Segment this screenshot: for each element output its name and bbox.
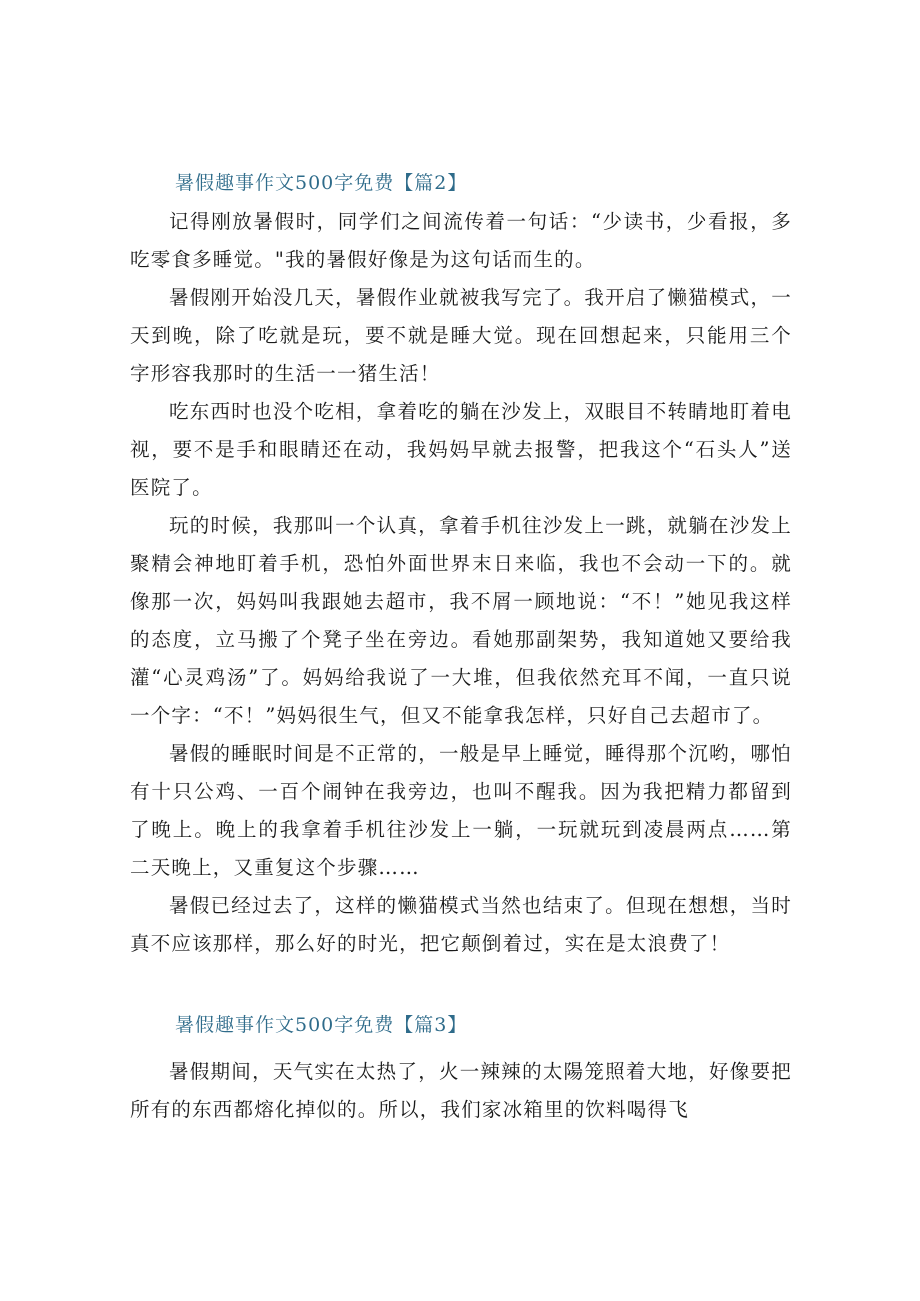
- section-2-paragraph-6: 暑假已经过去了，这样的懒猫模式当然也结束了。但现在想想，当时真不应该那样，那么好的时光，把它颠倒着过，实在是太浪费了！: [130, 894, 792, 955]
- section-3-heading: 暑假趣事作文500字免费【篇3】: [175, 1014, 468, 1036]
- section-2-paragraph-2: 暑假刚开始没几天，暑假作业就被我写完了。我开启了懒猫模式，一天到晚，除了吃就是玩，要不就是睡大觉。现在回想起来，只能用三个字形容我那时的生活一一猪生活！: [130, 286, 792, 385]
- section-2-heading: 暑假趣事作文500字免费【篇2】: [175, 172, 468, 194]
- section-2-paragraph-5: 暑假的睡眠时间是不正常的，一般是早上睡觉，睡得那个沉哟，哪怕有十只公鸡、一百个闹钟在我旁边，也叫不醒我。因为我把精力都留到了晚上。晚上的我拿着手机往沙发上一躺，一玩就玩到凌晨两点……第二天晚上，又重复这个步骤……: [130, 742, 792, 879]
- section-2-paragraph-1: 记得刚放暑假时，同学们之间流传着一句话：“少读书，少看报，多吃零食多睡觉。"我的暑假好像是为这句话而生的。: [130, 210, 792, 271]
- section-2-paragraph-3: 吃东西时也没个吃相，拿着吃的躺在沙发上，双眼目不转睛地盯着电视，要不是手和眼睛还在动，我妈妈早就去报警，把我这个“石头人”送医院了。: [130, 400, 792, 499]
- section-3-paragraph-1: 暑假期间，天气实在太热了，火一辣辣的太陽笼照着大地，好像要把所有的东西都熔化掉似的。所以，我们家冰箱里的饮料喝得飞: [130, 1060, 792, 1121]
- section-2-paragraph-4: 玩的时候，我那叫一个认真，拿着手机往沙发上一跳，就躺在沙发上聚精会神地盯着手机，恐怕外面世界末日来临，我也不会动一下的。就像那一次，妈妈叫我跟她去超市，我不屑一顾地说：“不！”她见我这样的态度，立马搬了个凳子坐在旁边。看她那副架势，我知道她又要给我灌“心灵鸡汤”了。妈妈给我说了一大堆，但我依然充耳不闻，一直只说一个字：“不！”妈妈很生气，但又不能拿我怎样，只好自己去超市了。: [130, 514, 792, 727]
